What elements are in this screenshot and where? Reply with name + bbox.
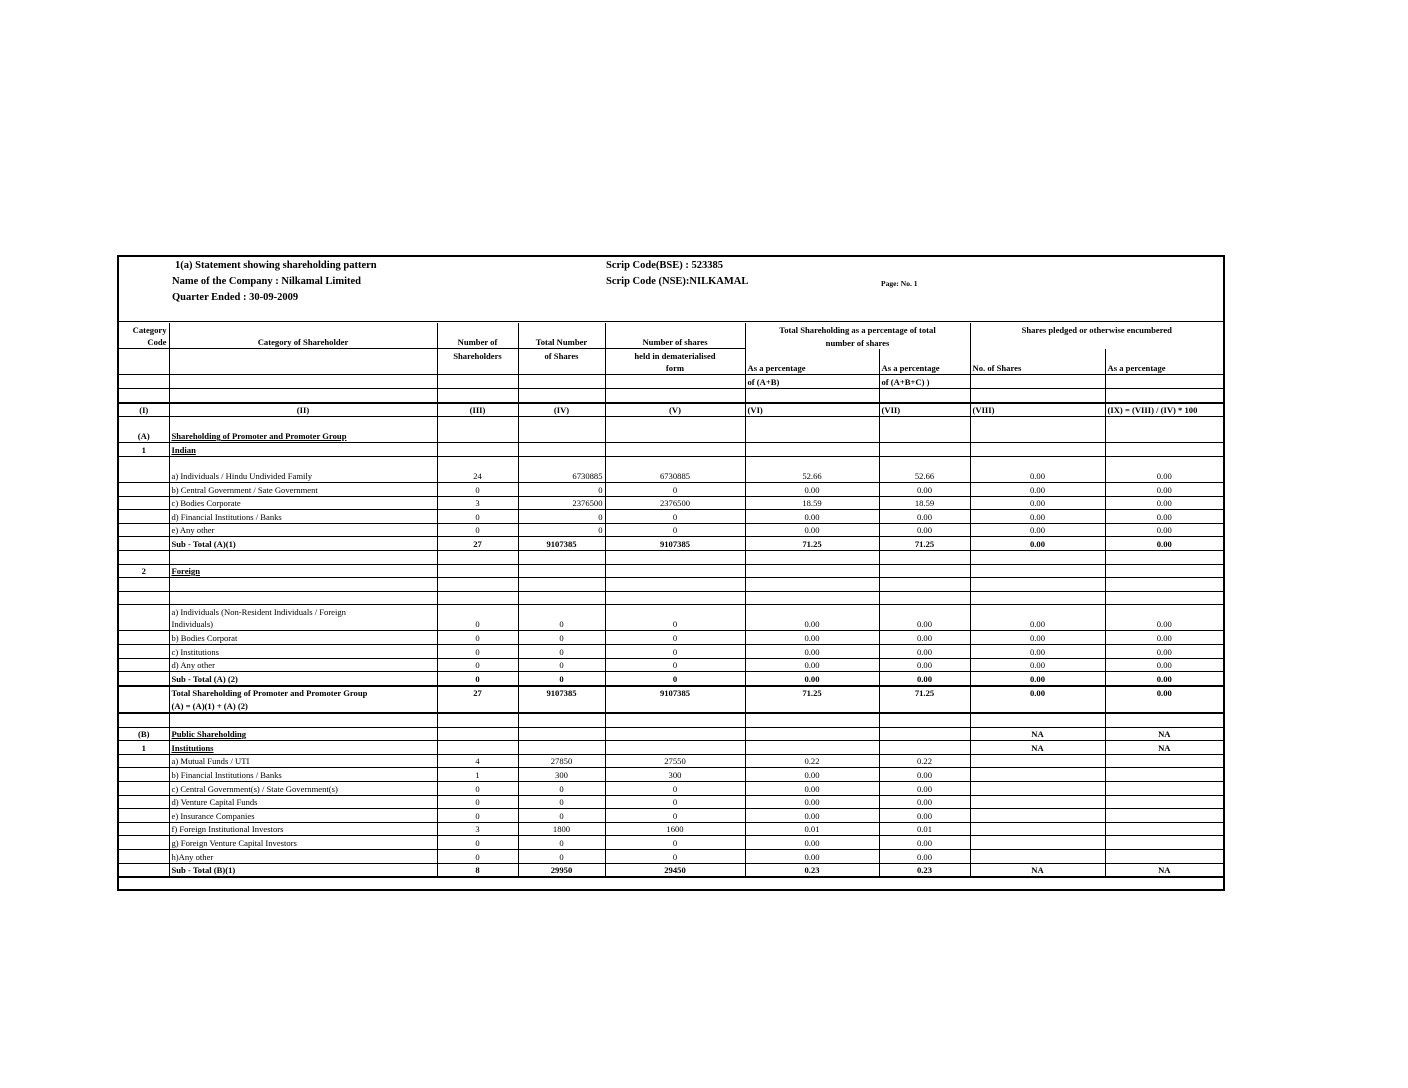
indian-subtotal-row: Sub - Total (A)(1) 27 9107385 9107385 71.25 71.25 0.00 0.00 [119, 537, 1223, 551]
row-label: c) Bodies Corporate [169, 496, 437, 510]
row-label: d) Any other [169, 658, 437, 672]
row-label: a) Mutual Funds / UTI [169, 754, 437, 768]
indian-row: d) Financial Institutions / Banks 0 0 0 0.00 0.00 0.00 0.00 [119, 510, 1223, 524]
indian-heading-row: 1 Indian [119, 443, 1223, 457]
row-label: b) Financial Institutions / Banks [169, 768, 437, 782]
foreign-heading-row: 2 Foreign [119, 564, 1223, 578]
institutions-heading-row: 1 Institutions NA NA [119, 741, 1223, 755]
header-row-5: of (A+B) of (A+B+C) ) [119, 375, 1223, 389]
indian-row: b) Central Government / Sate Government 0 0 0 0.00 0.00 0.00 0.00 [119, 482, 1223, 496]
blank-row [119, 550, 1223, 564]
institution-row: b) Financial Institutions / Banks 1 300 300 0.00 0.00 [119, 768, 1223, 782]
statement-title: 1(a) Statement showing shareholding pattern [175, 260, 377, 271]
row-label: a) Individuals / Hindu Undivided Family [169, 469, 437, 482]
indian-row: e) Any other 0 0 0 0.00 0.00 0.00 0.00 [119, 523, 1223, 537]
quarter-ended: Quarter Ended : 30-09-2009 [172, 292, 299, 303]
institution-row: f) Foreign Institutional Investors 3 1800 1600 0.01 0.01 [119, 822, 1223, 836]
row-label: b) Bodies Corporat [169, 631, 437, 645]
section-a-row [119, 417, 1223, 443]
section-b-row: (B) Public Shareholding NA NA [119, 727, 1223, 741]
header-row-2: Code Category of Shareholder Number of Total Number Number of shares number of shares [119, 336, 1223, 349]
indian-row: c) Bodies Corporate 3 2376500 2376500 18.59 18.59 0.00 0.00 [119, 496, 1223, 510]
row-label: e) Insurance Companies [169, 809, 437, 823]
cat-code-header: Category [132, 324, 167, 335]
row-label: Sub - Total (A) (2) [169, 672, 437, 686]
institution-row: h)Any other 0 0 0 0.00 0.00 [119, 849, 1223, 863]
page-number: Page: No. 1 [881, 279, 918, 288]
header-divider [119, 321, 1223, 322]
header-spacer [119, 388, 1223, 402]
row-label: d) Venture Capital Funds [169, 795, 437, 809]
scrip-code-nse: Scrip Code (NSE):NILKAMAL [606, 276, 749, 287]
blank-row [119, 713, 1223, 727]
header-row-4: form As a percentage As a percentage No. of Shares As a percentage [119, 362, 1223, 375]
pledged-group-header: Shares pledged or otherwise encumbered [970, 323, 1223, 336]
institutions-label: Institutions [169, 741, 437, 755]
section-b-label: Public Shareholding [169, 727, 437, 741]
blank-row [119, 591, 1223, 605]
indian-label: Indian [169, 443, 437, 457]
institution-row: g) Foreign Venture Capital Investors 0 0 0 0.00 0.00 [119, 836, 1223, 850]
row-label: Sub - Total (B)(1) [169, 863, 437, 877]
promoter-total-row-2: (A) = (A)(1) + (A) (2) [119, 699, 1223, 713]
scrip-code-bse: Scrip Code(BSE) : 523385 [606, 260, 723, 271]
column-number-row: (I) (II) (III) (IV) (V) (VI) (VII) (VIII) (IX) = (VIII) / (IV) * 100 [119, 403, 1223, 417]
row-label: e) Any other [169, 523, 437, 537]
row-label: c) Institutions [169, 645, 437, 659]
promoter-total-row-1: Total Shareholding of Promoter and Promoter Group 27 9107385 9107385 71.25 71.25 0.00 0.00 [119, 686, 1223, 700]
row-label: f) Foreign Institutional Investors [169, 822, 437, 836]
row-label: d) Financial Institutions / Banks [169, 510, 437, 524]
institutions-subtotal-row: Sub - Total (B)(1) 8 29950 29450 0.23 0.23 NA NA [119, 863, 1223, 877]
shareholding-sheet [117, 255, 1225, 891]
row-label: h)Any other [169, 849, 437, 863]
shareholding-table [119, 323, 1223, 878]
pct-group-header: Total Shareholding as a percentage of total [745, 323, 970, 336]
company-name: Name of the Company : Nilkamal Limited [172, 276, 361, 287]
row-label: Sub - Total (A)(1) [169, 537, 437, 551]
row-label: c) Central Government(s) / State Government(s) [169, 782, 437, 796]
row-label: g) Foreign Venture Capital Investors [169, 836, 437, 850]
foreign-subtotal-row: Sub - Total (A) (2) 0 0 0 0.00 0.00 0.00 0.00 [119, 672, 1223, 686]
institution-row: d) Venture Capital Funds 0 0 0 0.00 0.00 [119, 795, 1223, 809]
foreign-row: c) Institutions 0 0 0 0.00 0.00 0.00 0.00 [119, 645, 1223, 659]
section-a-code: (A) [119, 417, 169, 443]
section-a-label: Shareholding of Promoter and Promoter Group [169, 417, 437, 443]
indian-row: a) Individuals / Hindu Undivided Family 24 6730885 6730885 52.66 52.66 0.00 0.00 [119, 469, 1223, 482]
blank-row [119, 578, 1223, 592]
header-row-1 [119, 323, 1223, 336]
institution-row: c) Central Government(s) / State Government(s) 0 0 0 0.00 0.00 [119, 782, 1223, 796]
header-row-3: Shareholders of Shares held in dematerialised [119, 349, 1223, 362]
category-header: Category of Shareholder [169, 336, 437, 349]
institution-row: e) Insurance Companies 0 0 0 0.00 0.00 [119, 809, 1223, 823]
foreign-label: Foreign [169, 564, 437, 578]
row-label: b) Central Government / Sate Government [169, 482, 437, 496]
institution-row: a) Mutual Funds / UTI 4 27850 27550 0.22 0.22 [119, 754, 1223, 768]
foreign-row: b) Bodies Corporat 0 0 0 0.00 0.00 0.00 0.00 [119, 631, 1223, 645]
blank-row [119, 456, 1223, 469]
foreign-row: d) Any other 0 0 0 0.00 0.00 0.00 0.00 [119, 658, 1223, 672]
foreign-row: Individuals) 0 0 0 0.00 0.00 0.00 0.00 [119, 618, 1223, 631]
foreign-row-a-line1: a) Individuals (Non-Resident Individuals / Foreign [119, 605, 1223, 618]
